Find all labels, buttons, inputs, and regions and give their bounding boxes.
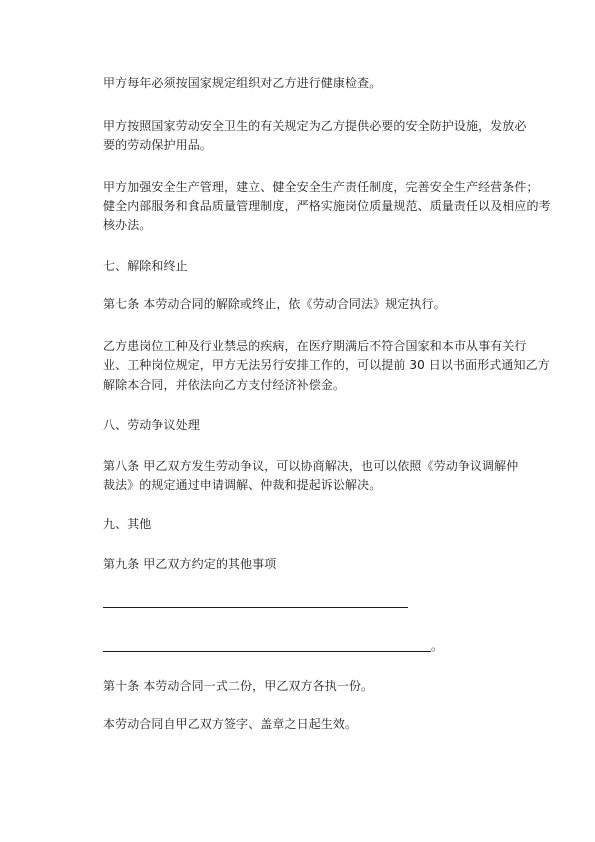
blank-line-1 — [103, 607, 408, 608]
article-8-line-2: 裁法》的规定通过申请调解、仲裁和提起诉讼解决。 — [103, 478, 382, 492]
occupational-disease-clause-line-2: 业、工种岗位规定，甲方无法另行安排工作的，可以提前 30 日以书面形式通知乙方 — [103, 358, 550, 372]
blank-end-mark: 。 — [431, 639, 444, 653]
section-7-heading: 七、解除和终止 — [103, 259, 188, 273]
article-9: 第九条 甲乙双方约定的其他事项 — [103, 557, 277, 571]
safety-management-clause-line-1: 甲方加强安全生产管理，建立、健全安全生产责任制度，完善安全生产经营条件； — [103, 180, 539, 194]
safety-management-clause-line-3: 核办法。 — [103, 218, 152, 232]
safety-equipment-clause-line-2: 要的劳动保护用品。 — [103, 138, 212, 152]
article-8-line-1: 第八条 甲乙双方发生劳动争议，可以协商解决，也可以依照《劳动争议调解仲 — [103, 459, 519, 473]
blank-line-2 — [103, 651, 431, 652]
article-10: 第十条 本劳动合同一式二份，甲乙双方各执一份。 — [103, 679, 374, 693]
section-9-heading: 九、其他 — [103, 517, 152, 531]
article-7: 第七条 本劳动合同的解除或终止，依《劳动合同法》规定执行。 — [103, 297, 446, 311]
health-check-clause: 甲方每年必须按国家规定组织对乙方进行健康检查。 — [103, 76, 382, 90]
occupational-disease-clause-line-3: 解除本合同，并依法向乙方支付经济补偿金。 — [103, 378, 346, 392]
section-8-heading: 八、劳动争议处理 — [103, 418, 200, 432]
effective-clause: 本劳动合同自甲乙双方签字、盖章之日起生效。 — [103, 717, 358, 731]
safety-equipment-clause-line-1: 甲方按照国家劳动安全卫生的有关规定为乙方提供必要的安全防护设施，发放必 — [103, 119, 527, 133]
occupational-disease-clause-line-1: 乙方患岗位工种及行业禁忌的疾病，在医疗期满后不符合国家和本市从事有关行 — [103, 339, 527, 353]
safety-management-clause-line-2: 健全内部服务和食品质量管理制度，严格实施岗位质量规范、质量责任以及相应的考 — [103, 199, 551, 213]
